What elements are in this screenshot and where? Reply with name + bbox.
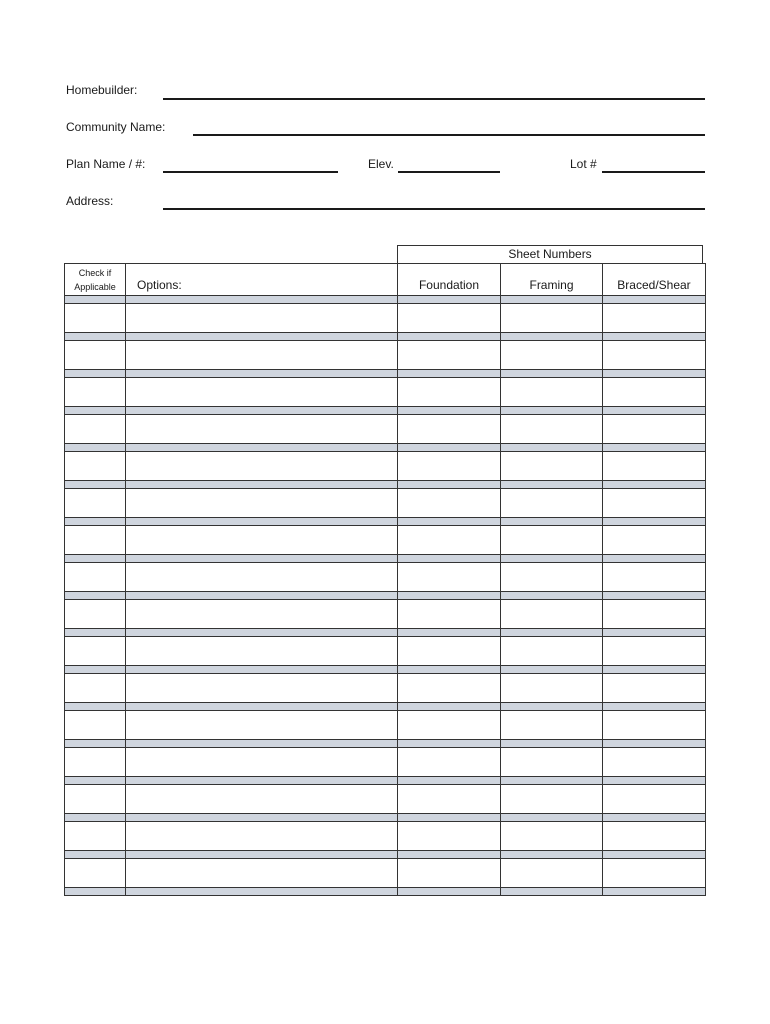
framing-header: Framing bbox=[501, 264, 603, 296]
framing-cell[interactable] bbox=[501, 341, 603, 370]
option-cell[interactable] bbox=[126, 526, 398, 555]
row-band bbox=[65, 518, 706, 526]
braced-shear-cell[interactable] bbox=[603, 304, 706, 333]
option-cell[interactable] bbox=[126, 341, 398, 370]
option-cell[interactable] bbox=[126, 748, 398, 777]
row-band-cell bbox=[65, 814, 126, 822]
foundation-header: Foundation bbox=[398, 264, 501, 296]
table-row bbox=[65, 415, 706, 444]
check-cell[interactable] bbox=[65, 563, 126, 592]
row-band-cell bbox=[501, 740, 603, 748]
lot-label: Lot # bbox=[570, 157, 597, 171]
foundation-cell[interactable] bbox=[398, 748, 501, 777]
row-band-cell bbox=[501, 481, 603, 489]
option-cell[interactable] bbox=[126, 563, 398, 592]
table-row bbox=[65, 785, 706, 814]
row-band-cell bbox=[603, 629, 706, 637]
row-band-cell bbox=[126, 888, 398, 896]
row-band-cell bbox=[501, 777, 603, 785]
check-cell[interactable] bbox=[65, 304, 126, 333]
table-row bbox=[65, 822, 706, 851]
row-band-cell bbox=[501, 629, 603, 637]
row-band-cell bbox=[398, 370, 501, 378]
check-header-line2: Applicable bbox=[74, 281, 116, 292]
braced-shear-cell[interactable] bbox=[603, 378, 706, 407]
row-band-cell bbox=[126, 518, 398, 526]
row-band-cell bbox=[501, 814, 603, 822]
row-band-cell bbox=[603, 666, 706, 674]
row-band bbox=[65, 703, 706, 711]
row-band bbox=[65, 666, 706, 674]
foundation-cell[interactable] bbox=[398, 859, 501, 888]
foundation-cell[interactable] bbox=[398, 563, 501, 592]
lot-field[interactable] bbox=[602, 171, 705, 173]
framing-cell[interactable] bbox=[501, 600, 603, 629]
row-band-cell bbox=[398, 888, 501, 896]
row-band bbox=[65, 629, 706, 637]
framing-cell[interactable] bbox=[501, 452, 603, 481]
table-row bbox=[65, 859, 706, 888]
row-band bbox=[65, 814, 706, 822]
row-band bbox=[65, 444, 706, 452]
row-band-cell bbox=[65, 629, 126, 637]
table-row bbox=[65, 489, 706, 518]
check-cell[interactable] bbox=[65, 452, 126, 481]
row-band-cell bbox=[126, 592, 398, 600]
framing-cell[interactable] bbox=[501, 711, 603, 740]
row-band-cell bbox=[126, 296, 398, 304]
option-cell[interactable] bbox=[126, 711, 398, 740]
framing-cell[interactable] bbox=[501, 748, 603, 777]
option-cell[interactable] bbox=[126, 378, 398, 407]
row-band-cell bbox=[65, 370, 126, 378]
foundation-cell[interactable] bbox=[398, 304, 501, 333]
check-cell[interactable] bbox=[65, 600, 126, 629]
row-band-cell bbox=[603, 777, 706, 785]
table-row bbox=[65, 378, 706, 407]
row-band bbox=[65, 555, 706, 563]
row-band-cell bbox=[398, 666, 501, 674]
row-band-cell bbox=[398, 444, 501, 452]
row-band-cell bbox=[398, 592, 501, 600]
check-cell[interactable] bbox=[65, 785, 126, 814]
homebuilder-field[interactable] bbox=[163, 98, 705, 100]
row-band bbox=[65, 407, 706, 415]
framing-cell[interactable] bbox=[501, 563, 603, 592]
table-row bbox=[65, 748, 706, 777]
row-band-cell bbox=[603, 814, 706, 822]
row-band-cell bbox=[65, 444, 126, 452]
row-band-cell bbox=[65, 518, 126, 526]
foundation-cell[interactable] bbox=[398, 637, 501, 666]
braced-shear-cell[interactable] bbox=[603, 674, 706, 703]
row-band-cell bbox=[501, 888, 603, 896]
braced-shear-cell[interactable] bbox=[603, 711, 706, 740]
row-band-cell bbox=[398, 629, 501, 637]
option-cell[interactable] bbox=[126, 489, 398, 518]
braced-shear-cell[interactable] bbox=[603, 341, 706, 370]
row-band-cell bbox=[65, 296, 126, 304]
row-band-cell bbox=[501, 703, 603, 711]
option-cell[interactable] bbox=[126, 415, 398, 444]
braced-shear-cell[interactable] bbox=[603, 489, 706, 518]
row-band-cell bbox=[65, 407, 126, 415]
row-band-cell bbox=[126, 407, 398, 415]
row-band-cell bbox=[65, 481, 126, 489]
table-header-row bbox=[65, 264, 706, 296]
row-band-cell bbox=[603, 555, 706, 563]
braced-shear-cell[interactable] bbox=[603, 452, 706, 481]
table-row bbox=[65, 304, 706, 333]
row-band-cell bbox=[603, 740, 706, 748]
option-cell[interactable] bbox=[126, 859, 398, 888]
foundation-cell[interactable] bbox=[398, 452, 501, 481]
row-band-cell bbox=[65, 333, 126, 341]
foundation-cell[interactable] bbox=[398, 711, 501, 740]
check-cell[interactable] bbox=[65, 341, 126, 370]
row-band-cell bbox=[501, 444, 603, 452]
row-band-cell bbox=[501, 555, 603, 563]
option-cell[interactable] bbox=[126, 637, 398, 666]
foundation-cell[interactable] bbox=[398, 489, 501, 518]
row-band-cell bbox=[501, 333, 603, 341]
row-band-cell bbox=[65, 703, 126, 711]
braced-shear-cell[interactable] bbox=[603, 822, 706, 851]
row-band-cell bbox=[65, 740, 126, 748]
framing-cell[interactable] bbox=[501, 785, 603, 814]
community-name-field[interactable] bbox=[193, 134, 705, 136]
row-band-cell bbox=[65, 666, 126, 674]
row-band-cell bbox=[603, 703, 706, 711]
row-band-cell bbox=[501, 296, 603, 304]
row-band bbox=[65, 481, 706, 489]
framing-cell[interactable] bbox=[501, 859, 603, 888]
row-band-cell bbox=[398, 518, 501, 526]
row-band-cell bbox=[398, 851, 501, 859]
row-band bbox=[65, 888, 706, 896]
framing-cell[interactable] bbox=[501, 637, 603, 666]
table-row bbox=[65, 341, 706, 370]
check-cell[interactable] bbox=[65, 526, 126, 555]
row-band-cell bbox=[126, 444, 398, 452]
row-band-cell bbox=[398, 703, 501, 711]
check-cell[interactable] bbox=[65, 378, 126, 407]
foundation-cell[interactable] bbox=[398, 822, 501, 851]
foundation-cell[interactable] bbox=[398, 674, 501, 703]
foundation-cell[interactable] bbox=[398, 600, 501, 629]
row-band-cell bbox=[65, 777, 126, 785]
plan-name-field[interactable] bbox=[163, 171, 338, 173]
row-band-cell bbox=[398, 407, 501, 415]
community-name-label: Community Name: bbox=[66, 120, 166, 134]
row-band-cell bbox=[126, 777, 398, 785]
foundation-cell[interactable] bbox=[398, 526, 501, 555]
options-table bbox=[64, 263, 706, 896]
row-band-cell bbox=[398, 777, 501, 785]
row-band-cell bbox=[603, 333, 706, 341]
row-band-cell bbox=[603, 518, 706, 526]
row-band-cell bbox=[126, 814, 398, 822]
row-band-cell bbox=[398, 481, 501, 489]
row-band-cell bbox=[65, 555, 126, 563]
check-cell[interactable] bbox=[65, 711, 126, 740]
check-cell[interactable] bbox=[65, 674, 126, 703]
row-band-cell bbox=[398, 740, 501, 748]
table-row bbox=[65, 711, 706, 740]
row-band-cell bbox=[398, 814, 501, 822]
row-band-cell bbox=[501, 518, 603, 526]
row-band-cell bbox=[603, 851, 706, 859]
row-band-cell bbox=[603, 444, 706, 452]
check-cell[interactable] bbox=[65, 415, 126, 444]
braced-shear-cell[interactable] bbox=[603, 859, 706, 888]
address-label: Address: bbox=[66, 194, 114, 208]
braced-shear-cell[interactable] bbox=[603, 637, 706, 666]
row-band-cell bbox=[126, 555, 398, 563]
framing-cell[interactable] bbox=[501, 489, 603, 518]
sheet-numbers-header: Sheet Numbers bbox=[397, 245, 703, 263]
foundation-cell[interactable] bbox=[398, 415, 501, 444]
check-cell[interactable] bbox=[65, 822, 126, 851]
row-band-cell bbox=[65, 592, 126, 600]
check-cell[interactable] bbox=[65, 859, 126, 888]
braced-shear-cell[interactable] bbox=[603, 600, 706, 629]
row-band bbox=[65, 777, 706, 785]
check-cell[interactable] bbox=[65, 637, 126, 666]
row-band bbox=[65, 370, 706, 378]
table-row bbox=[65, 452, 706, 481]
row-band-cell bbox=[126, 703, 398, 711]
row-band bbox=[65, 333, 706, 341]
braced-shear-header: Braced/Shear bbox=[603, 264, 706, 296]
option-cell[interactable] bbox=[126, 785, 398, 814]
option-cell[interactable] bbox=[126, 600, 398, 629]
table-row bbox=[65, 563, 706, 592]
table-body bbox=[65, 296, 706, 896]
table-row bbox=[65, 526, 706, 555]
framing-cell[interactable] bbox=[501, 526, 603, 555]
framing-cell[interactable] bbox=[501, 378, 603, 407]
row-band-cell bbox=[603, 592, 706, 600]
row-band bbox=[65, 740, 706, 748]
check-cell[interactable] bbox=[65, 489, 126, 518]
row-band-cell bbox=[126, 629, 398, 637]
options-header: Options: bbox=[126, 264, 398, 296]
framing-cell[interactable] bbox=[501, 415, 603, 444]
braced-shear-cell[interactable] bbox=[603, 526, 706, 555]
option-cell[interactable] bbox=[126, 304, 398, 333]
row-band-cell bbox=[603, 481, 706, 489]
option-cell[interactable] bbox=[126, 674, 398, 703]
check-if-applicable-header bbox=[65, 264, 126, 296]
option-cell[interactable] bbox=[126, 822, 398, 851]
elev-field[interactable] bbox=[398, 171, 500, 173]
row-band-cell bbox=[603, 888, 706, 896]
row-band-cell bbox=[65, 888, 126, 896]
framing-cell[interactable] bbox=[501, 674, 603, 703]
braced-shear-cell[interactable] bbox=[603, 748, 706, 777]
row-band-cell bbox=[126, 370, 398, 378]
braced-shear-cell[interactable] bbox=[603, 415, 706, 444]
row-band-cell bbox=[603, 296, 706, 304]
table-row bbox=[65, 600, 706, 629]
row-band-cell bbox=[65, 851, 126, 859]
option-cell[interactable] bbox=[126, 452, 398, 481]
row-band-cell bbox=[126, 333, 398, 341]
row-band bbox=[65, 851, 706, 859]
foundation-cell[interactable] bbox=[398, 785, 501, 814]
framing-cell[interactable] bbox=[501, 822, 603, 851]
row-band bbox=[65, 296, 706, 304]
check-cell[interactable] bbox=[65, 748, 126, 777]
foundation-cell[interactable] bbox=[398, 341, 501, 370]
row-band bbox=[65, 592, 706, 600]
braced-shear-cell[interactable] bbox=[603, 785, 706, 814]
row-band-cell bbox=[126, 481, 398, 489]
row-band-cell bbox=[501, 370, 603, 378]
row-band-cell bbox=[603, 370, 706, 378]
plan-name-label: Plan Name / #: bbox=[66, 157, 146, 171]
row-band-cell bbox=[603, 407, 706, 415]
row-band-cell bbox=[398, 333, 501, 341]
foundation-cell[interactable] bbox=[398, 378, 501, 407]
elev-label: Elev. bbox=[368, 157, 394, 171]
row-band-cell bbox=[501, 851, 603, 859]
homebuilder-label: Homebuilder: bbox=[66, 83, 138, 97]
address-field[interactable] bbox=[163, 208, 705, 210]
table-row bbox=[65, 637, 706, 666]
row-band-cell bbox=[398, 555, 501, 563]
row-band-cell bbox=[126, 666, 398, 674]
braced-shear-cell[interactable] bbox=[603, 563, 706, 592]
row-band-cell bbox=[501, 592, 603, 600]
framing-cell[interactable] bbox=[501, 304, 603, 333]
table-row bbox=[65, 674, 706, 703]
row-band-cell bbox=[501, 666, 603, 674]
check-header-line1: Check if bbox=[78, 267, 112, 278]
row-band-cell bbox=[501, 407, 603, 415]
row-band-cell bbox=[126, 851, 398, 859]
row-band-cell bbox=[126, 740, 398, 748]
row-band-cell bbox=[398, 296, 501, 304]
